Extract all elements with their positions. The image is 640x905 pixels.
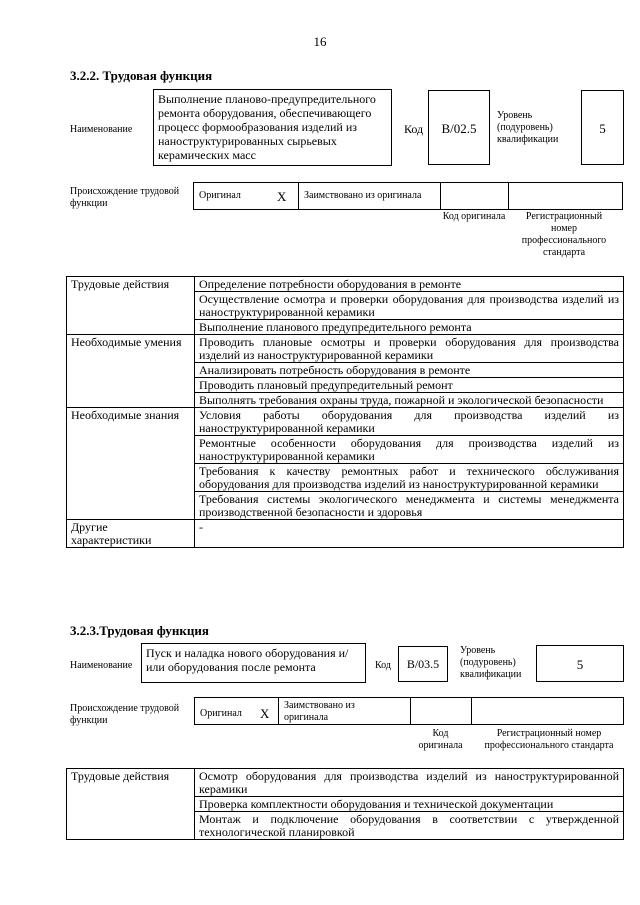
table-cell: Требования системы экологического менеджмента и системы менеджмента производственной безопасности и здоровья bbox=[195, 492, 624, 520]
table-row bbox=[67, 408, 624, 436]
original-label: Оригинал bbox=[200, 708, 242, 719]
original-mark: X bbox=[277, 189, 287, 204]
reg-number-label: Регистрационный номер профессионального стандарта bbox=[521, 211, 607, 258]
page-number: 16 bbox=[313, 34, 327, 49]
table-row bbox=[67, 277, 624, 292]
row-heading: Необходимые умения bbox=[67, 335, 195, 408]
table-row bbox=[67, 769, 624, 797]
table-cell: Определение потребности оборудования в ремонте bbox=[195, 277, 624, 292]
origin-label: Происхождение трудовой функции bbox=[70, 703, 180, 726]
table-cell: Анализировать потребность оборудования в ремонте bbox=[195, 363, 624, 378]
level-value: 5 bbox=[576, 657, 584, 672]
table-cell: Монтаж и подключение оборудования в соответствии с утвержденной технологической планировкой bbox=[195, 812, 624, 840]
code-box bbox=[428, 90, 490, 165]
table-cell: - bbox=[195, 520, 624, 548]
level-value: 5 bbox=[599, 121, 606, 136]
name-label: Наименование bbox=[70, 660, 133, 671]
original-mark: X bbox=[260, 706, 270, 721]
code-original-label: Код оригинала bbox=[442, 211, 506, 222]
reg-number-label: Регистрационный номер профессионального стандарта bbox=[484, 728, 614, 751]
table-cell: Требования к качеству ремонтных работ и технического обслуживания оборудования для производства изделий из наноструктурированной керамики bbox=[195, 464, 624, 492]
function-name-box bbox=[153, 89, 392, 166]
row-heading: Трудовые действия bbox=[67, 277, 195, 335]
table-row bbox=[67, 335, 624, 363]
table-cell: Проверка комплектности оборудования и технической документации bbox=[195, 797, 624, 812]
function-table-1 bbox=[66, 276, 624, 548]
borrowed-label: Заимствовано из оригинала bbox=[304, 190, 422, 201]
name-label: Наименование bbox=[70, 124, 133, 135]
level-label: Уровень (подуровень) квалификации bbox=[497, 110, 559, 145]
table-cell: Осуществление осмотра и проверки оборудования для производства изделий из наноструктурированной керамики bbox=[195, 292, 624, 320]
table-cell: Выполнение планового предупредительного ремонта bbox=[195, 320, 624, 335]
row-heading: Трудовые действия bbox=[67, 769, 195, 840]
table-cell: Ремонтные особенности оборудования для производства изделий из наноструктурированной керамики bbox=[195, 436, 624, 464]
code-value: B/03.5 bbox=[406, 657, 440, 671]
code-box bbox=[398, 646, 448, 682]
function-name-value: Выполнение планово-предупредительного ремонта оборудования, обеспечивающего процесс формообразования изделий из наноструктурированных сырьевых керамических масс bbox=[158, 92, 376, 162]
origin-label: Происхождение трудовой функции bbox=[70, 186, 180, 209]
original-label: Оригинал bbox=[199, 190, 241, 201]
level-box bbox=[581, 90, 624, 165]
origin-box bbox=[194, 697, 624, 725]
function-name-box bbox=[141, 643, 366, 683]
code-original-label: Код оригинала bbox=[418, 728, 463, 751]
section-title-3-2-3: 3.2.3.Трудовая функция bbox=[70, 623, 209, 638]
code-value: B/02.5 bbox=[441, 121, 477, 136]
code-label: Код bbox=[375, 660, 391, 671]
row-heading: Другие характеристики bbox=[67, 520, 195, 548]
table-cell: Выполнять требования охраны труда, пожарной и экологической безопасности bbox=[195, 393, 624, 408]
section-title-3-2-2: 3.2.2. Трудовая функция bbox=[70, 68, 213, 83]
table-cell: Проводить плановые осмотры и проверки оборудования для производства изделий из наноструктурированной керамики bbox=[195, 335, 624, 363]
table-cell: Осмотр оборудования для производства изделий из наноструктурированной керамики bbox=[195, 769, 624, 797]
borrowed-label: Заимствовано из оригинала bbox=[284, 700, 355, 723]
level-box bbox=[536, 645, 624, 682]
code-label: Код bbox=[404, 122, 424, 136]
function-name-value: Пуск и наладка нового оборудования и/или оборудования после ремонта bbox=[146, 646, 349, 674]
table-cell: Условия работы оборудования для производства изделий из наноструктурированной керамики bbox=[195, 408, 624, 436]
level-label: Уровень (подуровень) квалификации bbox=[460, 645, 522, 680]
table-cell: Проводить плановый предупредительный ремонт bbox=[195, 378, 624, 393]
table-row bbox=[67, 520, 624, 548]
row-heading: Необходимые знания bbox=[67, 408, 195, 520]
function-table-2 bbox=[66, 768, 624, 840]
